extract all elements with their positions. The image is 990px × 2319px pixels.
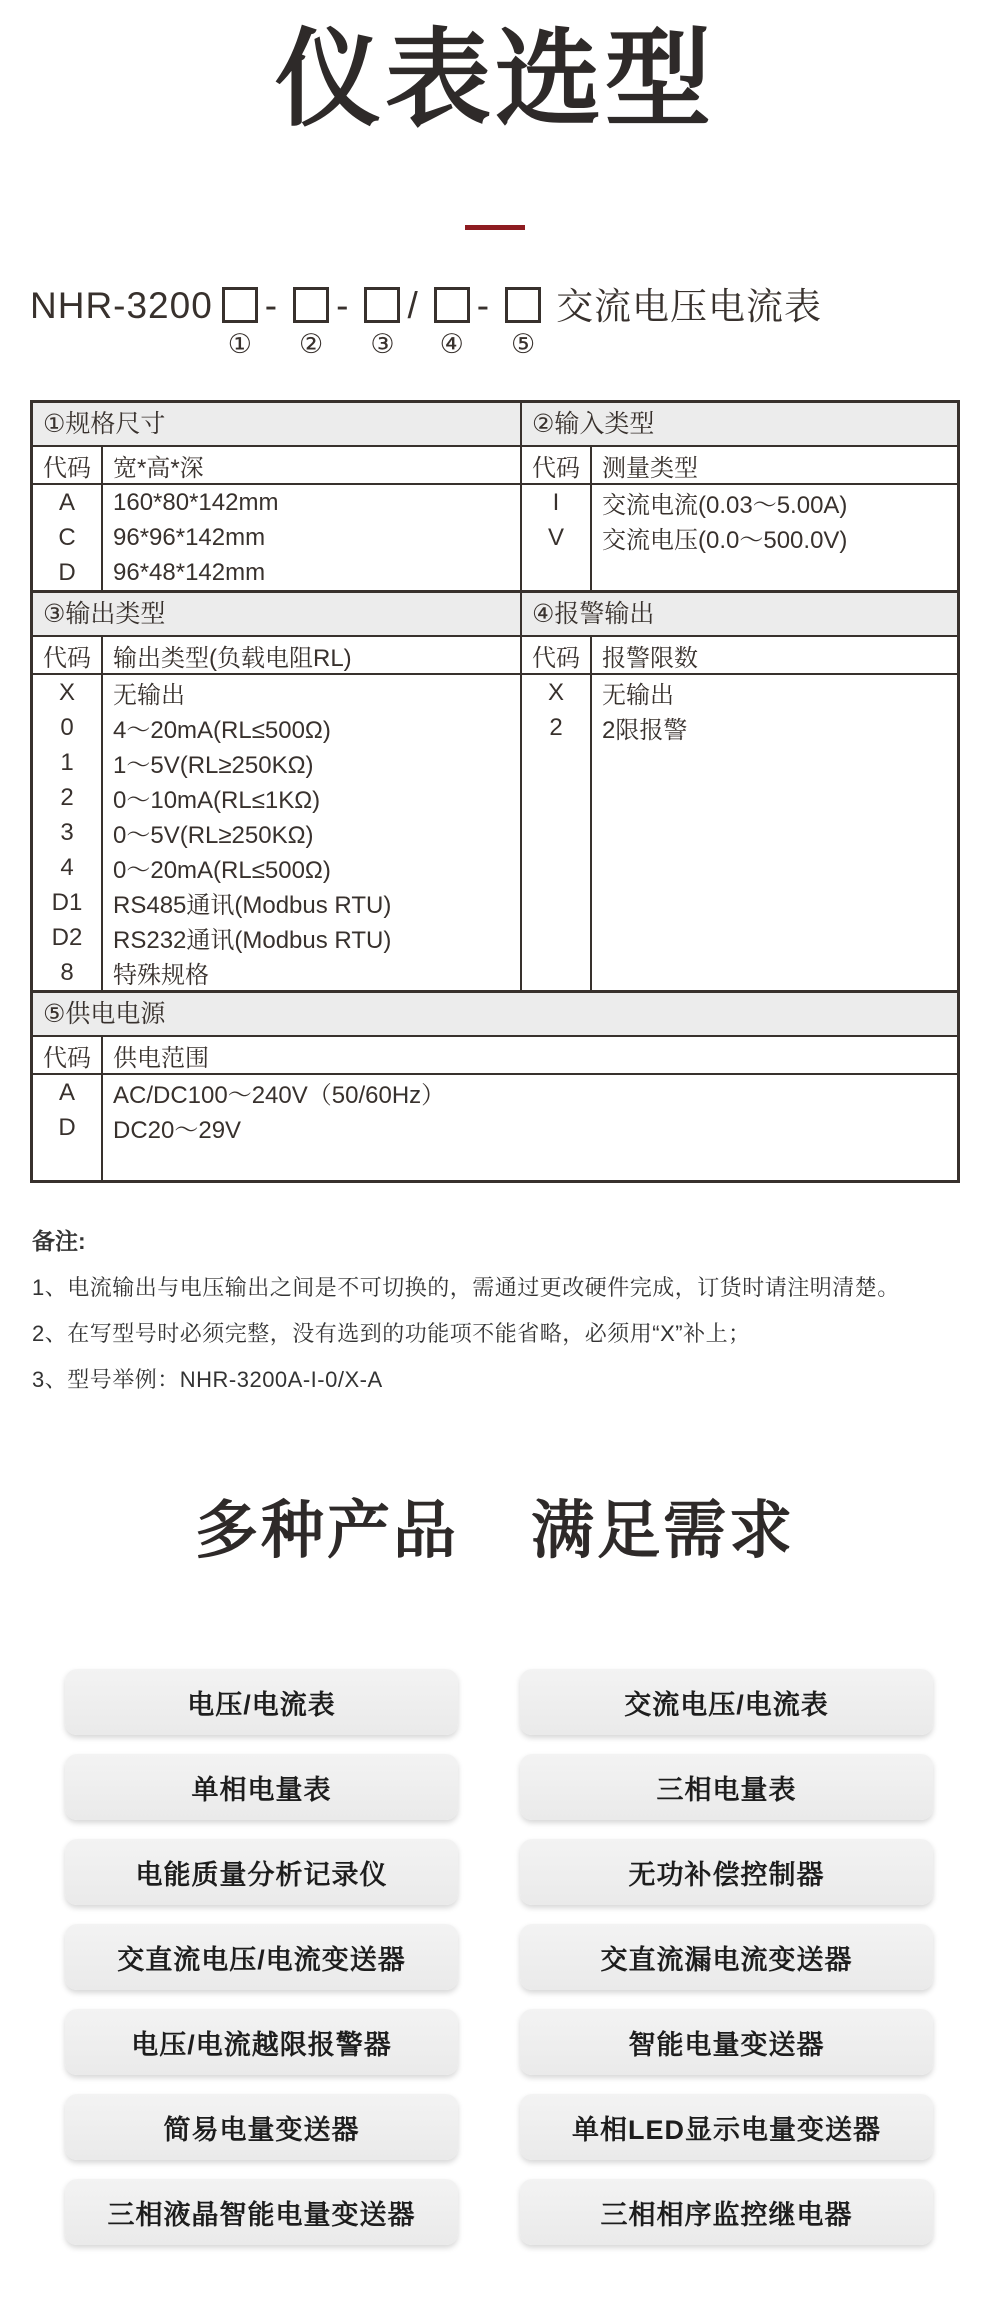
title-accent-divider — [465, 225, 525, 230]
model-slot-4 — [434, 284, 470, 358]
code-cell: X — [33, 675, 103, 710]
code-cell: 4 — [33, 850, 103, 885]
code-cell — [33, 1145, 103, 1180]
model-code-box-3 — [364, 287, 400, 323]
desc-cell: 1～5V(RL≥250KΩ) — [113, 752, 314, 780]
position-marker-3: ③ — [370, 329, 395, 360]
model-dash: - — [264, 285, 278, 327]
code-cell: 0 — [33, 710, 103, 745]
table-subheader-row — [33, 447, 520, 485]
code-cell: A — [33, 485, 103, 520]
table-row — [33, 955, 520, 990]
model-code-box-2 — [293, 287, 329, 323]
table-subheader-row — [33, 1037, 957, 1075]
note-item-2: 2、在写型号时必须完整，没有选到的功能项不能省略，必须用“X”补上； — [32, 1321, 751, 1347]
model-dash: - — [336, 285, 349, 327]
table-subheader-row — [33, 637, 520, 675]
table-empty-row — [522, 745, 957, 990]
desc-cell: 0～20mA(RL≤500Ω) — [113, 857, 331, 885]
product-button-three-phase-lcd-transmitter[interactable]: 三相液晶智能电量变送器 — [65, 2179, 458, 2245]
product-button-three-phase-meter[interactable]: 三相电量表 — [520, 1754, 933, 1820]
code-cell: X — [522, 675, 592, 710]
table-row — [33, 1110, 957, 1145]
desc-cell — [103, 1145, 957, 1180]
table-row — [522, 520, 957, 555]
table-row — [33, 920, 520, 955]
products-column-right — [520, 1669, 933, 2245]
table-block-1 — [33, 403, 957, 590]
table-row — [33, 710, 520, 745]
desc-cell: 0～5V(RL≥250KΩ) — [113, 822, 314, 850]
product-button-smart-transmitter[interactable]: 智能电量变送器 — [520, 2009, 933, 2075]
notes-section — [32, 1223, 990, 1394]
desc-cell: 2限报警 — [602, 717, 688, 745]
position-marker-2: ② — [299, 329, 324, 360]
section-header: ②输入类型 — [522, 403, 957, 447]
products-heading-left: 多种产品 — [195, 1496, 459, 1567]
table-row — [33, 1075, 957, 1110]
desc-cell: 无输出 — [602, 682, 674, 710]
code-cell: V — [522, 520, 592, 555]
desc-header-cell: 输出类型(负载电阻RL) — [113, 644, 352, 672]
desc-cell: 交流电流(0.03～5.00A) — [602, 492, 848, 520]
table-row — [522, 485, 957, 520]
desc-cell — [592, 555, 957, 590]
product-button-single-phase-meter[interactable]: 单相电量表 — [65, 1754, 458, 1820]
products-grid — [65, 1669, 990, 2245]
desc-cell: RS485通讯(Modbus RTU) — [113, 892, 392, 920]
table-block-3 — [33, 990, 957, 1180]
code-header-cell: 代码 — [33, 1037, 103, 1073]
model-code-box-1 — [222, 287, 258, 323]
table-row — [33, 850, 520, 885]
desc-header-cell: 报警限数 — [602, 644, 698, 672]
table-row — [522, 675, 957, 710]
product-button-reactive-compensation-controller[interactable]: 无功补偿控制器 — [520, 1839, 933, 1905]
page-title: 仪表选型 — [275, 21, 715, 139]
product-button-single-phase-led-transmitter[interactable]: 单相LED显示电量变送器 — [520, 2094, 933, 2160]
product-button-voltage-current-meter[interactable]: 电压/电流表 — [65, 1669, 458, 1735]
products-heading — [0, 1480, 990, 1571]
desc-cell: 4～20mA(RL≤500Ω) — [113, 717, 331, 745]
table-row — [33, 780, 520, 815]
desc-cell: 160*80*142mm — [113, 488, 279, 516]
code-header-cell: 代码 — [33, 637, 103, 673]
code-cell: 2 — [33, 780, 103, 815]
model-slot-1 — [222, 284, 258, 358]
section-alarm-output — [522, 593, 957, 990]
model-code-box-4 — [434, 287, 470, 323]
position-marker-4: ④ — [439, 329, 464, 360]
code-cell: D1 — [33, 885, 103, 920]
code-cell: A — [33, 1075, 103, 1110]
code-cell: C — [33, 520, 103, 555]
model-slot-2 — [293, 284, 329, 358]
code-cell: 8 — [33, 955, 103, 990]
section-header: ③输出类型 — [33, 593, 520, 637]
model-slash: / — [407, 285, 418, 327]
product-button-leakage-current-transmitter[interactable]: 交直流漏电流变送器 — [520, 1924, 933, 1990]
desc-cell: DC20～29V — [113, 1117, 242, 1145]
code-header-cell: 代码 — [522, 637, 592, 673]
code-header-cell: 代码 — [33, 447, 103, 483]
model-dash: - — [476, 285, 490, 327]
notes-label: 备注: — [32, 1228, 86, 1255]
model-prefix: NHR-3200 — [30, 285, 213, 327]
product-button-power-quality-recorder[interactable]: 电能质量分析记录仪 — [65, 1839, 458, 1905]
code-cell: 1 — [33, 745, 103, 780]
section-header: ①规格尺寸 — [33, 403, 520, 447]
desc-header-cell: 宽*高*深 — [113, 454, 204, 482]
model-code-box-5 — [505, 287, 541, 323]
desc-cell: 0～10mA(RL≤1KΩ) — [113, 787, 321, 815]
desc-cell: 96*48*142mm — [113, 558, 266, 586]
section-header: ⑤供电电源 — [33, 993, 957, 1037]
table-row — [33, 675, 520, 710]
product-button-phase-sequence-relay[interactable]: 三相相序监控继电器 — [520, 2179, 933, 2245]
table-empty-row — [33, 1145, 957, 1180]
desc-cell: 无输出 — [113, 682, 185, 710]
code-cell: I — [522, 485, 592, 520]
code-cell: D — [33, 1110, 103, 1145]
table-row — [33, 745, 520, 780]
model-slot-5 — [505, 284, 541, 358]
table-row — [33, 815, 520, 850]
products-column-left — [65, 1669, 458, 2245]
table-row — [522, 710, 957, 745]
selection-table — [30, 400, 960, 1183]
desc-cell: RS232通讯(Modbus RTU) — [113, 927, 392, 955]
table-empty-row — [522, 555, 957, 590]
code-cell: D2 — [33, 920, 103, 955]
product-button-limit-alarm[interactable]: 电压/电流越限报警器 — [65, 2009, 458, 2075]
table-row — [33, 555, 520, 590]
table-row — [33, 885, 520, 920]
position-marker-5: ⑤ — [510, 329, 536, 360]
section-input-type — [522, 403, 957, 590]
desc-header-cell: 测量类型 — [602, 454, 698, 482]
table-subheader-row — [522, 447, 957, 485]
table-row — [33, 520, 520, 555]
table-subheader-row — [522, 637, 957, 675]
model-product-name: 交流电压电流表 — [556, 286, 823, 328]
desc-cell — [592, 745, 957, 990]
desc-header-cell: 供电范围 — [113, 1044, 209, 1072]
model-number-section — [30, 284, 990, 358]
note-item-1: 1、电流输出与电压输出之间是不可切换的，需通过更改硬件完成，订货时请注明清楚。 — [32, 1275, 900, 1301]
model-slot-3 — [364, 284, 400, 358]
desc-cell: 特殊规格 — [113, 962, 209, 990]
section-power-supply — [33, 993, 957, 1180]
section-output-type — [33, 593, 522, 990]
products-heading-right: 满足需求 — [531, 1496, 795, 1567]
position-marker-1: ① — [227, 329, 252, 360]
code-header-cell: 代码 — [522, 447, 592, 483]
product-button-acdc-voltage-current-transmitter[interactable]: 交直流电压/电流变送器 — [65, 1924, 458, 1990]
code-cell: 2 — [522, 710, 592, 745]
desc-cell: 96*96*142mm — [113, 523, 266, 551]
note-item-3: 3、型号举例：NHR-3200A-I-0/X-A — [32, 1367, 383, 1393]
section-header: ④报警输出 — [522, 593, 957, 637]
product-button-ac-voltage-current-meter[interactable]: 交流电压/电流表 — [520, 1669, 933, 1735]
table-row — [33, 485, 520, 520]
desc-cell: 交流电压(0.0～500.0V) — [602, 527, 848, 555]
code-cell: 3 — [33, 815, 103, 850]
code-cell — [522, 555, 592, 590]
section-spec-size — [33, 403, 522, 590]
code-cell — [522, 745, 592, 990]
table-block-2 — [33, 590, 957, 990]
product-button-simple-transmitter[interactable]: 简易电量变送器 — [65, 2094, 458, 2160]
code-cell: D — [33, 555, 103, 590]
desc-cell: AC/DC100～240V（50/60Hz） — [113, 1082, 446, 1110]
